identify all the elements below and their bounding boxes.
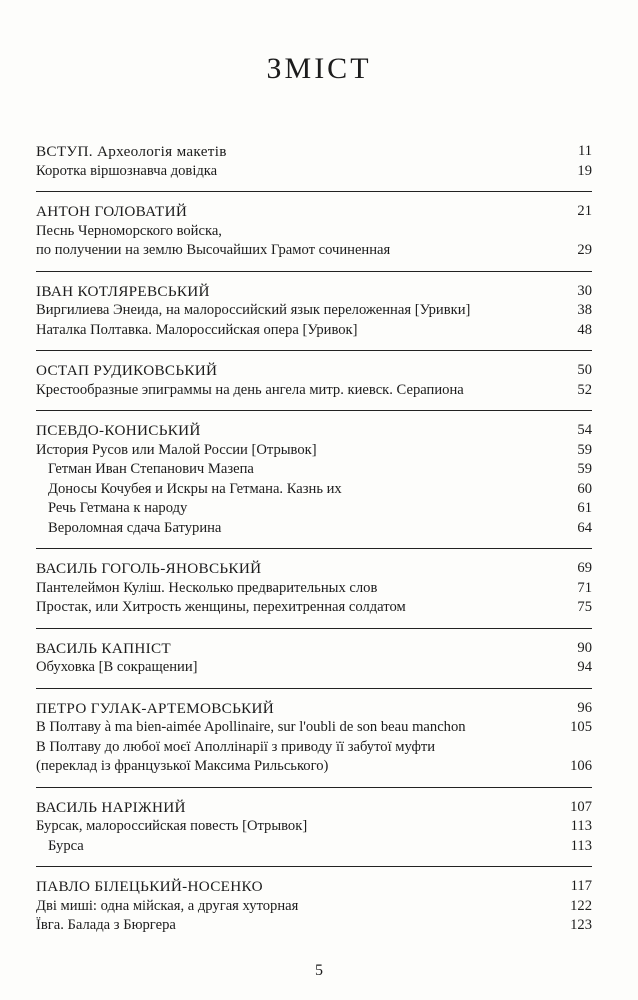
toc-entry bbox=[36, 301, 592, 321]
toc-entry bbox=[36, 460, 592, 480]
toc-entry-title: АНТОН ГОЛОВАТИЙ bbox=[36, 203, 188, 220]
toc-section bbox=[36, 191, 592, 271]
toc-entry-page: 94 bbox=[577, 659, 592, 675]
toc-entry bbox=[36, 499, 592, 519]
toc-entry-title: ВАСИЛЬ ГОГОЛЬ-ЯНОВСЬКИЙ bbox=[36, 560, 262, 577]
toc-entry-title: Простак, или Хитрость женщины, перехитренная солдатом bbox=[36, 599, 406, 615]
toc-entry-title: ВАСИЛЬ НАРІЖНИЙ bbox=[36, 798, 186, 816]
toc-entry-page: 122 bbox=[570, 897, 592, 914]
toc-entry bbox=[36, 817, 592, 837]
toc-entry-page: 107 bbox=[570, 798, 592, 815]
toc-entry-title: по получении на землю Высочайших Грамот сочиненная bbox=[36, 242, 391, 258]
toc-entry bbox=[36, 598, 592, 618]
toc-entry-title: ПАВЛО БІЛЕЦЬКИЙ-НОСЕНКО bbox=[36, 878, 263, 895]
toc-entry-title: Гетман Иван Степанович Мазепа bbox=[48, 461, 254, 477]
toc-entry-page: 11 bbox=[577, 143, 592, 159]
toc-entry-page: 113 bbox=[570, 837, 592, 854]
toc-entry bbox=[36, 718, 592, 738]
toc-author-heading bbox=[36, 639, 592, 659]
toc-entry-title: Пантелеймон Куліш. Несколько предварительных слов bbox=[36, 579, 378, 596]
toc-entry-title: ПЕТРО ГУЛАК-АРТЕМОВСЬКИЙ bbox=[36, 699, 275, 717]
toc-entry-title: Коротка віршознавча довідка bbox=[36, 162, 218, 179]
page-title: ЗМІСТ bbox=[266, 52, 372, 85]
toc-section bbox=[36, 271, 592, 351]
toc-entry-page: 113 bbox=[570, 818, 592, 834]
toc-entry-title: В Полтаву à ma bien-aimée Apollinaire, sur l'oubli de son beau manchon bbox=[36, 719, 466, 735]
toc-entry-title: История Русов или Малой России [Отрывок] bbox=[36, 441, 317, 458]
toc-entry-page: 96 bbox=[577, 699, 592, 716]
toc-entry-title: Бурсак, малороссийская повесть [Отрывок] bbox=[36, 818, 308, 834]
toc-author-heading bbox=[36, 699, 592, 719]
toc-entry-page: 59 bbox=[577, 441, 592, 458]
toc-author-heading bbox=[36, 877, 592, 897]
toc-entry bbox=[36, 519, 592, 539]
toc-author-heading bbox=[36, 361, 592, 381]
toc-entry-page: 19 bbox=[577, 162, 592, 179]
toc-section bbox=[36, 548, 592, 628]
toc-author-heading bbox=[36, 798, 592, 818]
table-of-contents bbox=[36, 142, 592, 946]
toc-entry bbox=[36, 738, 592, 758]
toc-entry-page: 105 bbox=[570, 719, 592, 735]
toc-entry-title: ОСТАП РУДИКОВСЬКИЙ bbox=[36, 362, 218, 379]
toc-entry bbox=[36, 897, 592, 917]
toc-entry-page: 71 bbox=[577, 579, 592, 596]
toc-entry-page: 117 bbox=[570, 878, 592, 894]
toc-section bbox=[36, 628, 592, 688]
toc-entry-title: ІВАН КОТЛЯРЕВСЬКИЙ bbox=[36, 282, 210, 300]
toc-entry-page: 30 bbox=[577, 282, 592, 299]
toc-entry bbox=[36, 222, 592, 242]
toc-section bbox=[36, 787, 592, 867]
toc-entry-page: 75 bbox=[577, 599, 592, 615]
toc-entry-title: Дві миші: одна мійская, а другая хуторная bbox=[36, 897, 299, 914]
toc-entry-title: Наталка Полтавка. Малороссийская опера [Уривок] bbox=[36, 321, 358, 338]
toc-entry-page: 48 bbox=[577, 321, 592, 338]
page-number: 5 bbox=[315, 962, 323, 979]
toc-entry-title: Вероломная сдача Батурина bbox=[48, 519, 222, 536]
toc-entry-page: 64 bbox=[577, 519, 592, 536]
toc-entry-title: Речь Гетмана к народу bbox=[48, 500, 188, 516]
toc-entry bbox=[36, 441, 592, 461]
toc-entry-page: 29 bbox=[577, 242, 592, 258]
toc-entry-page: 69 bbox=[577, 560, 592, 576]
toc-entry-page: 59 bbox=[577, 461, 592, 477]
toc-entry-title: Бурса bbox=[48, 837, 84, 854]
toc-section bbox=[36, 350, 592, 410]
toc-entry-title: Обуховка [В сокращении] bbox=[36, 659, 198, 675]
toc-section bbox=[36, 142, 592, 191]
toc-entry-page: 90 bbox=[577, 639, 592, 656]
toc-entry-page: 52 bbox=[577, 381, 592, 398]
toc-entry bbox=[36, 579, 592, 599]
toc-entry-page: 50 bbox=[577, 362, 592, 378]
toc-entry-title: Ївга. Балада з Бюргера bbox=[36, 917, 176, 933]
toc-entry-title: Песнь Черноморского войска, bbox=[36, 222, 222, 239]
toc-author-heading bbox=[36, 559, 592, 579]
toc-entry bbox=[36, 381, 592, 401]
toc-entry bbox=[36, 480, 592, 500]
toc-entry-page: 61 bbox=[577, 500, 592, 516]
toc-entry-title: В Полтаву до любої моєї Аполлінарії з приводу її забутої муфти bbox=[36, 738, 436, 755]
toc-entry-title: Виргилиева Энеида, на малороссийский язык переложенная [Уривки] bbox=[36, 302, 471, 318]
toc-entry-title: Доносы Кочубея и Искры на Гетмана. Казнь их bbox=[48, 480, 342, 497]
toc-section bbox=[36, 688, 592, 787]
toc-entry-page: 21 bbox=[577, 203, 592, 219]
toc-author-heading bbox=[36, 421, 592, 441]
toc-entry-page: 106 bbox=[570, 758, 592, 774]
toc-entry bbox=[36, 321, 592, 341]
toc-section bbox=[36, 866, 592, 946]
toc-entry bbox=[36, 658, 592, 678]
toc-entry-title: ВАСИЛЬ КАПНІСТ bbox=[36, 639, 171, 657]
toc-entry bbox=[36, 916, 592, 936]
toc-author-heading bbox=[36, 142, 592, 162]
toc-entry bbox=[36, 837, 592, 857]
toc-entry bbox=[36, 757, 592, 777]
toc-entry-title: ПСЕВДО-КОНИСЬКИЙ bbox=[36, 422, 201, 439]
toc-entry-page: 54 bbox=[577, 422, 592, 438]
toc-entry-page: 60 bbox=[577, 480, 592, 497]
toc-entry-title: Крестообразные эпиграммы на день ангела митр. киевск. Серапиона bbox=[36, 381, 464, 398]
toc-section bbox=[36, 410, 592, 548]
toc-entry-title: (переклад із французької Максима Рильського) bbox=[36, 758, 329, 774]
toc-entry-page: 123 bbox=[570, 917, 592, 933]
toc-entry-page: 38 bbox=[577, 302, 592, 318]
toc-author-heading bbox=[36, 202, 592, 222]
toc-entry bbox=[36, 241, 592, 261]
toc-entry-title: ВСТУП. Археологія макетів bbox=[36, 143, 227, 160]
toc-entry bbox=[36, 162, 592, 182]
toc-author-heading bbox=[36, 282, 592, 302]
